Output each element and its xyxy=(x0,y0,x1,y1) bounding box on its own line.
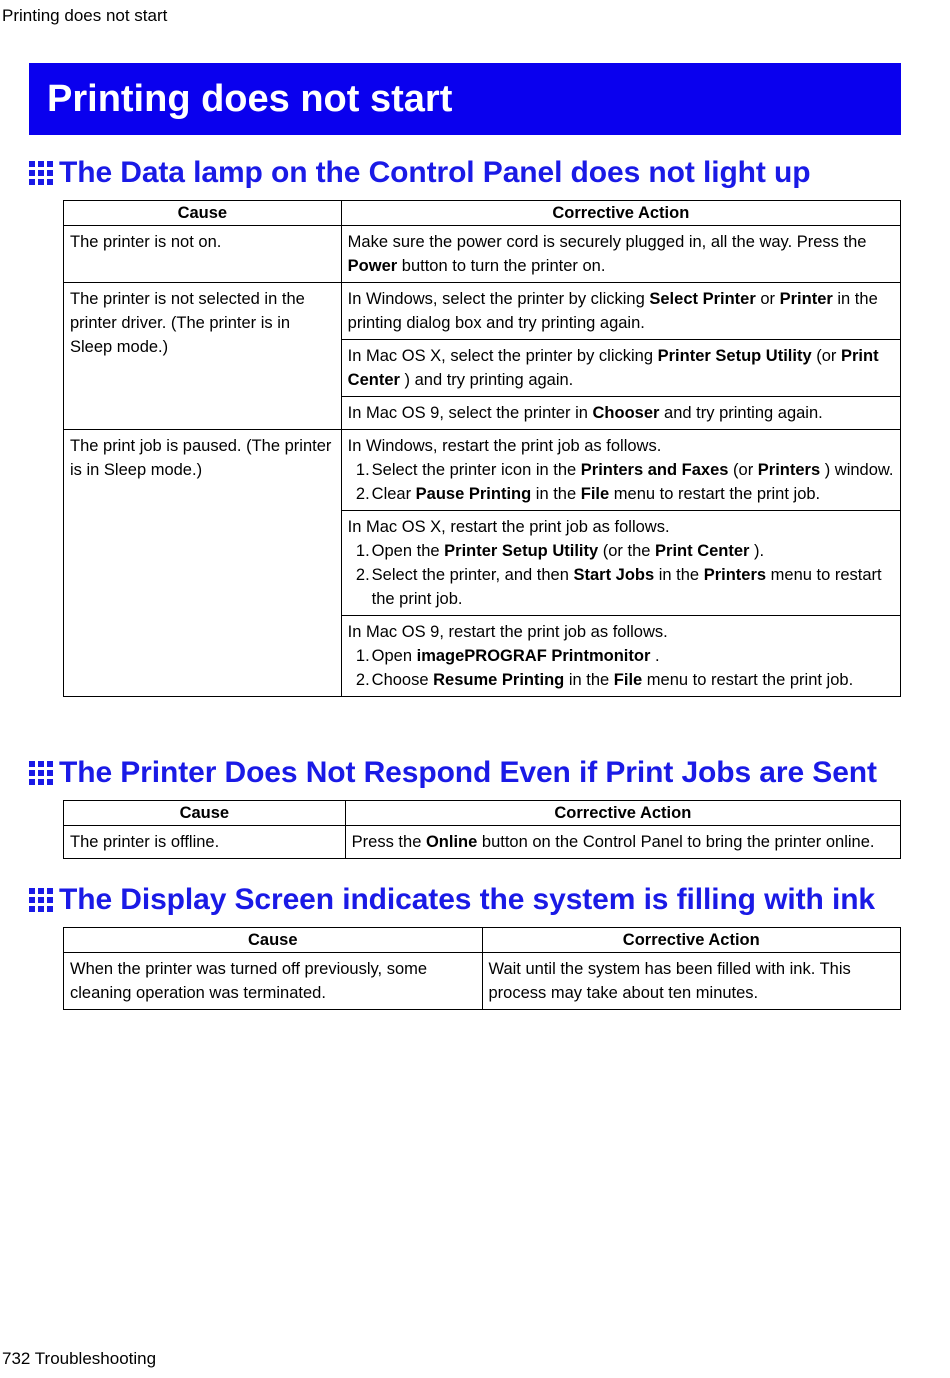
action-cell xyxy=(341,340,900,397)
step-number: 1. xyxy=(355,461,370,479)
text-fragment: menu to restart the print job. xyxy=(642,671,854,689)
column-header-cause: Cause xyxy=(64,801,346,826)
table-no-respond xyxy=(63,800,901,859)
section-heading-text: The Data lamp on the Control Panel does not light up xyxy=(59,156,811,189)
section-heading-text: The Display Screen indicates the system is filling with ink xyxy=(59,883,876,916)
bold-term: Power xyxy=(347,257,398,275)
text-fragment: . xyxy=(650,647,660,665)
text-fragment: and try printing again. xyxy=(659,404,823,422)
action-text xyxy=(348,230,894,278)
action-text xyxy=(348,287,894,335)
step-text xyxy=(372,563,894,611)
text-fragment: ) window. xyxy=(820,461,894,479)
grid-icon xyxy=(28,887,54,913)
text-fragment: In Mac OS 9, restart the print job as follows. xyxy=(347,623,668,641)
cause-cell: The print job is paused. (The printer is in Sleep mode.) xyxy=(64,430,342,697)
cause-cell: When the printer was turned off previously, some cleaning operation was terminated. xyxy=(64,953,483,1010)
table-row xyxy=(64,953,901,1010)
bold-term: Printer xyxy=(779,290,833,308)
text-fragment: in the printing dialog box and try printing again. xyxy=(347,290,878,332)
bold-term: Printers xyxy=(703,566,767,584)
text-fragment: Press the xyxy=(351,833,426,851)
action-cell xyxy=(341,226,900,283)
action-text xyxy=(348,434,894,458)
bold-term: imagePROGRAF Printmonitor xyxy=(416,647,651,665)
table-row xyxy=(64,283,901,340)
section-heading-data-lamp xyxy=(28,156,810,190)
text-fragment: (or xyxy=(811,347,841,365)
step-item xyxy=(348,482,894,506)
grid-icon xyxy=(28,760,54,786)
cause-cell: The printer is not on. xyxy=(64,226,342,283)
text-fragment: Make sure the power cord is securely plugged in, all the way. Press the xyxy=(347,233,867,251)
bold-term: Start Jobs xyxy=(573,566,655,584)
step-text xyxy=(372,539,894,563)
action-cell xyxy=(341,283,900,340)
text-fragment: in the xyxy=(654,566,704,584)
text-fragment: menu to restart the print job. xyxy=(609,485,821,503)
step-text xyxy=(372,482,894,506)
table-row xyxy=(64,826,901,859)
text-fragment: In Windows, restart the print job as follows. xyxy=(347,437,662,455)
bold-term: Printer Setup Utility xyxy=(657,347,812,365)
steps-list xyxy=(348,539,894,611)
action-text xyxy=(348,515,894,539)
bold-term: Printer Setup Utility xyxy=(444,542,599,560)
section-heading-filling-ink xyxy=(28,883,875,917)
text-fragment: in the xyxy=(564,671,614,689)
text-fragment: In Mac OS X, restart the print job as follows. xyxy=(347,518,670,536)
page-title-bar xyxy=(29,63,901,135)
text-fragment: In Mac OS X, select the printer by clicking xyxy=(347,347,658,365)
text-fragment: Open xyxy=(371,647,417,665)
action-text xyxy=(348,620,894,644)
text-fragment: button on the Control Panel to bring the printer online. xyxy=(477,833,875,851)
page-title: Printing does not start xyxy=(47,77,453,120)
section-heading-no-respond xyxy=(28,756,877,790)
column-header-action: Corrective Action xyxy=(482,928,901,953)
table-filling-ink xyxy=(63,927,901,1010)
steps-list xyxy=(348,458,894,506)
text-fragment: (or the xyxy=(598,542,656,560)
step-number: 2. xyxy=(355,566,370,584)
text-fragment: Wait until the system has been filled with ink. This process may take about ten minutes. xyxy=(488,960,851,1002)
column-header-cause: Cause xyxy=(64,201,342,226)
text-fragment: Choose xyxy=(371,671,434,689)
step-item xyxy=(348,458,894,482)
text-fragment: Clear xyxy=(371,485,416,503)
text-fragment: button to turn the printer on. xyxy=(397,257,606,275)
action-text xyxy=(348,401,894,425)
table-data-lamp xyxy=(63,200,901,697)
action-cell xyxy=(341,397,900,430)
cause-cell: The printer is offline. xyxy=(64,826,346,859)
bold-term: Print Center xyxy=(655,542,750,560)
grid-icon xyxy=(28,160,54,186)
bold-term: Select Printer xyxy=(649,290,756,308)
page-footer: 732 Troubleshooting xyxy=(2,1349,157,1368)
action-text xyxy=(348,344,894,392)
action-cell xyxy=(341,616,900,697)
step-number: 1. xyxy=(355,542,370,560)
table-row xyxy=(64,430,901,511)
action-text xyxy=(489,957,895,1005)
steps-list xyxy=(348,644,894,692)
column-header-action: Corrective Action xyxy=(341,201,900,226)
step-number: 1. xyxy=(355,647,370,665)
column-header-cause: Cause xyxy=(64,928,483,953)
action-cell xyxy=(341,511,900,616)
table-row xyxy=(64,226,901,283)
column-header-action: Corrective Action xyxy=(345,801,900,826)
bold-term: Chooser xyxy=(592,404,660,422)
action-cell xyxy=(341,430,900,511)
step-number: 2. xyxy=(355,485,370,503)
text-fragment: ). xyxy=(749,542,765,560)
action-cell xyxy=(345,826,900,859)
bold-term: Printers xyxy=(757,461,821,479)
section-heading-text: The Printer Does Not Respond Even if Print Jobs are Sent xyxy=(59,756,877,789)
step-item xyxy=(348,668,894,692)
text-fragment: In Windows, select the printer by clicking xyxy=(347,290,650,308)
step-number: 2. xyxy=(355,671,370,689)
text-fragment: Select the printer, and then xyxy=(371,566,574,584)
step-text xyxy=(372,458,894,482)
bold-term: Resume Printing xyxy=(433,671,565,689)
bold-term: File xyxy=(580,485,610,503)
bold-term: Online xyxy=(425,833,478,851)
text-fragment: or xyxy=(755,290,780,308)
bold-term: Pause Printing xyxy=(415,485,532,503)
text-fragment: Open the xyxy=(371,542,445,560)
bold-term: Printers and Faxes xyxy=(580,461,729,479)
text-fragment: in the xyxy=(531,485,581,503)
text-fragment: In Mac OS 9, select the printer in xyxy=(347,404,593,422)
step-item xyxy=(348,563,894,611)
action-text xyxy=(352,830,894,854)
cause-cell: The printer is not selected in the printer driver. (The printer is in Sleep mode.) xyxy=(64,283,342,430)
step-item xyxy=(348,539,894,563)
action-cell xyxy=(482,953,901,1010)
text-fragment: (or xyxy=(728,461,758,479)
step-text xyxy=(372,644,894,668)
step-text xyxy=(372,668,894,692)
bold-term: File xyxy=(613,671,643,689)
text-fragment: menu to restart the print job. xyxy=(371,566,882,608)
bold-term: Print Center xyxy=(347,347,879,389)
step-item xyxy=(348,644,894,668)
text-fragment: Select the printer icon in the xyxy=(371,461,581,479)
text-fragment: ) and try printing again. xyxy=(399,371,574,389)
running-header: Printing does not start xyxy=(2,6,168,25)
